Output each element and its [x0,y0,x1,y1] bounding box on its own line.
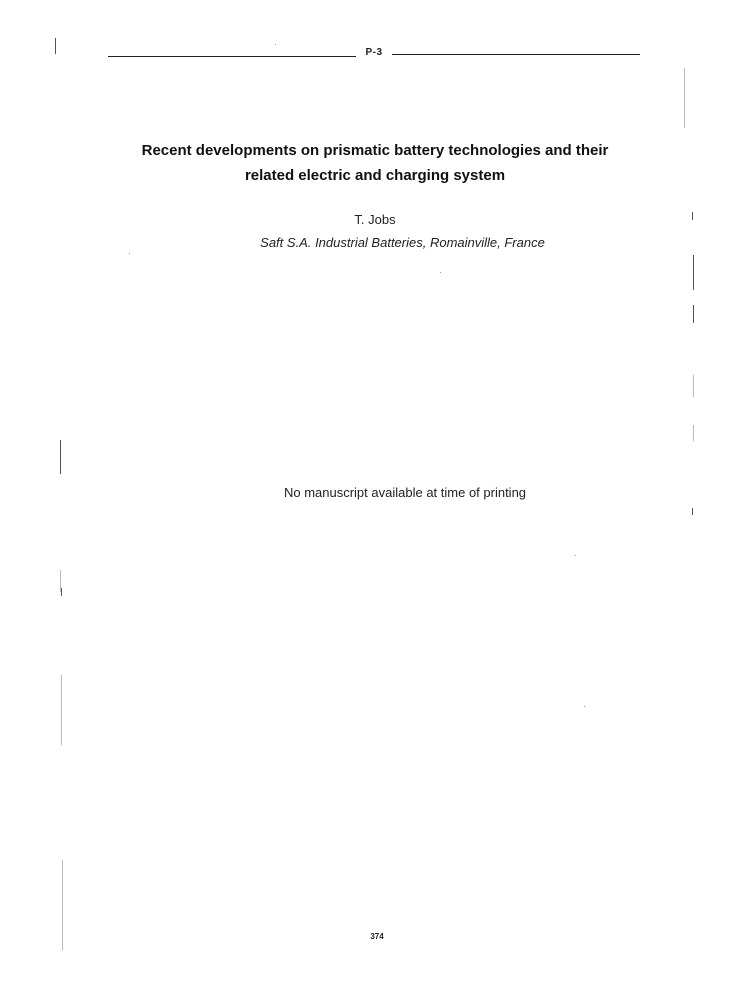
paper-author: T. Jobs [354,212,396,227]
scan-mark [55,38,56,54]
paper-title-line-1: Recent developments on prismatic battery technologies and their [141,142,609,159]
paper-affiliation: Saft S.A. Industrial Batteries, Romainville, France [260,235,545,250]
header-rule-left [108,56,356,57]
scan-mark [60,440,61,474]
scan-mark [61,588,62,596]
scan-mark [61,675,62,745]
scan-mark [692,508,693,515]
scan-speck [575,555,576,556]
header-rule-right [392,54,640,55]
session-code: P-3 [365,47,383,58]
scan-mark [692,212,693,220]
manuscript-notice: No manuscript available at time of printing [283,485,527,500]
scan-speck [129,253,130,254]
scan-mark [693,305,694,323]
scan-mark [693,375,694,397]
scan-mark [684,68,685,128]
paper-title-line-2: related electric and charging system [244,167,506,184]
scan-mark [693,425,694,441]
scan-speck [275,44,276,45]
paper-title [110,138,640,188]
scan-mark [62,860,63,950]
scan-speck [440,272,441,273]
page-number: 374 [370,932,384,941]
scan-mark [693,255,694,290]
scan-speck [584,706,585,707]
